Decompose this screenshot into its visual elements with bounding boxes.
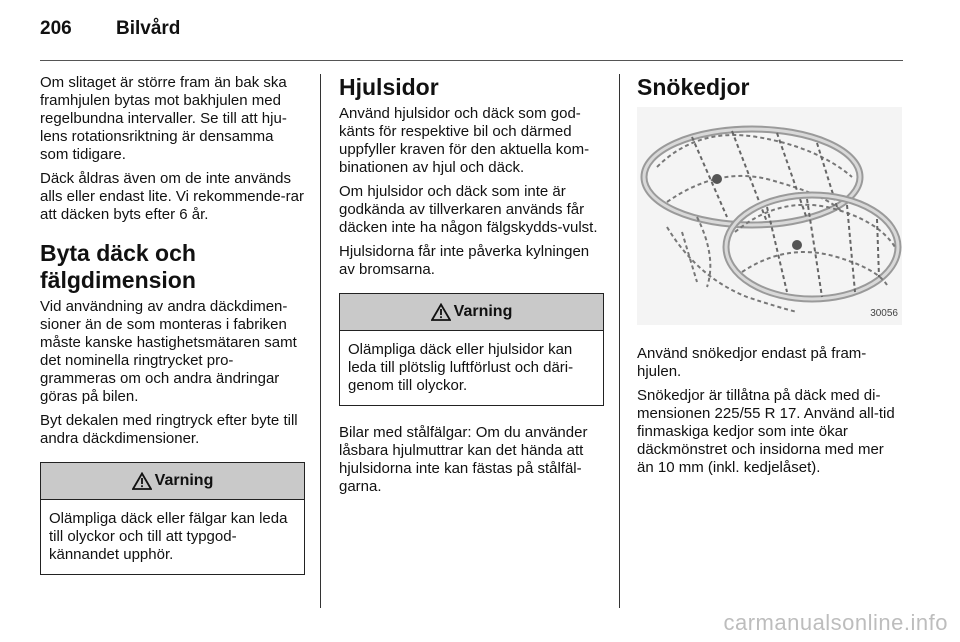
paragraph-chains-size: Snökedjor är tillåtna på däck med di-mensionen 225/55 R 17. Använd all-tid finmaskiga kedjor som inte ökar däckmönstret och insidorna med mer än 10 mm (inkl. kedjelåset).: [637, 387, 895, 476]
paragraph-tire-aging: Däck åldras även om de inte används alls eller endast lite. Vi rekommende-rar att däcken byts efter 6 år.: [40, 170, 305, 223]
column-divider-1: [320, 74, 321, 608]
warning-body: [41, 500, 304, 574]
warning-header: [41, 463, 304, 500]
paragraph-pressure-label: Byt dekalen med ringtryck efter byte till andra däckdimensioner.: [40, 412, 298, 447]
header-divider: [40, 60, 903, 61]
warning-header: [340, 294, 603, 331]
chapter-title: Bilvård: [116, 18, 181, 39]
warning-triangle-icon: [431, 303, 451, 321]
page-header: [40, 18, 180, 48]
paragraph-chains-front: Använd snökedjor endast på fram-hjulen.: [637, 345, 867, 380]
column-3: [637, 74, 903, 483]
warning-box-covers: [339, 293, 604, 406]
watermark-text: carmanualsonline.info: [723, 610, 948, 635]
warning-body: [340, 331, 603, 405]
column-2: [339, 74, 604, 502]
paragraph-steel-rims: Bilar med stålfälgar: Om du använder låsbara hjulmuttrar kan det hända att hjulsidorna inte kan fästas på stålfäl-garna.: [339, 424, 588, 495]
warning-title: Varning: [154, 472, 214, 489]
page-number: 206: [40, 18, 72, 39]
heading-tire-size-change: Byta däck och fälgdimension: [40, 240, 196, 293]
warning-text: Olämpliga däck eller hjulsidor kan leda till plötslig luftförlust och däri-genom till olyckor.: [348, 341, 574, 394]
illustration-code: 30056: [870, 308, 898, 319]
snow-chain-icon: [637, 107, 902, 325]
snow-chains-illustration: [637, 107, 902, 325]
warning-triangle-icon: [132, 472, 152, 490]
warning-title: Varning: [453, 303, 513, 320]
paragraph-tire-size: Vid användning av andra däckdimen-sioner än de som monteras i fabriken måste kanske hastighetsmätaren samt det nominella ringtrycket pro-grammeras om och andra ändringar göras på bilen.: [40, 298, 297, 405]
paragraph-covers-cooling: Hjulsidorna får inte påverka kylningen av bromsarna.: [339, 243, 590, 278]
heading-snow-chains: Snökedjor: [637, 74, 750, 100]
paragraph-covers-approved: Använd hjulsidor och däck som god-känts för respektive bil och därmed uppfyller kraven för den aktuella kom-binationen av hjul och däck.: [339, 105, 590, 176]
warning-text: Olämpliga däck eller fälgar kan leda till olyckor och till att typgod-kännandet upphör.: [49, 510, 288, 563]
column-1: [40, 74, 305, 593]
column-divider-2: [619, 74, 620, 608]
heading-wheel-covers: Hjulsidor: [339, 74, 439, 100]
paragraph-tire-rotation: Om slitaget är större fram än bak ska framhjulen bytas mot bakhjulen med regelbundna intervaller. Se till att hju-lens rotationsriktning är densamma som tidigare.: [40, 74, 287, 163]
paragraph-covers-unapproved: Om hjulsidor och däck som inte är godkända av tillverkaren används får däcken inte ha någon fälgskydds-vulst.: [339, 183, 598, 236]
warning-box-tires: [40, 462, 305, 575]
